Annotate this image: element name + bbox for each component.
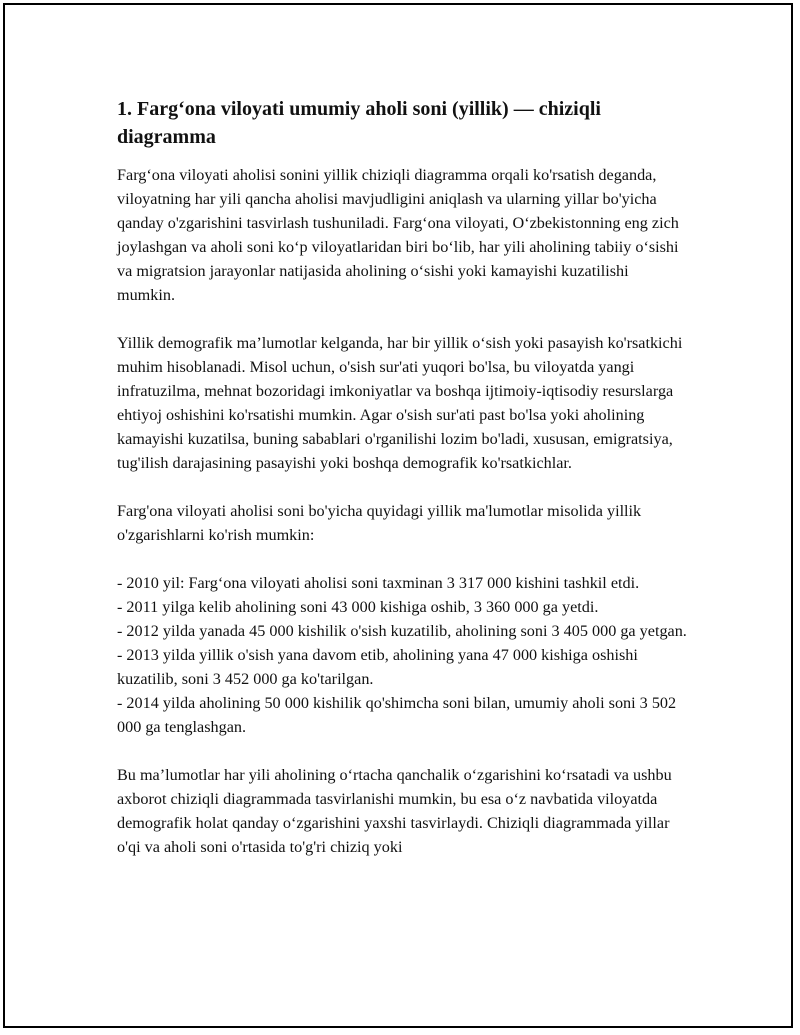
list-item-2011: - 2011 yilga kelib aholining soni 43 000 kishiga oshib, 3 360 000 ga yetdi. (117, 598, 599, 616)
paragraph-closing: Bu ma’lumotlar har yili aholining o‘rtacha qanchalik o‘zgarishini ko‘rsatadi va ushbu axborot chiziqli diagrammada tasvirlanishi mumkin, bu esa o‘z navbatida viloyatda demografik holat qanday o‘zgarishini yaxshi tasvirlaydi. Chiziqli diagrammada yillar o'qi va aholi soni o'rtasida to'g'ri chiziq yoki (117, 766, 672, 856)
list-item-2010: - 2010 yil: Farg‘ona viloyati aholisi soni taxminan 3 317 000 kishini tashkil etdi. (117, 574, 640, 592)
list-item-2013: - 2013 yilda yillik o'sish yana davom etib, aholining yana 47 000 kishiga oshishi kuzatilib, soni 3 452 000 ga ko'tarilgan. (117, 646, 638, 688)
paragraph-examples-lead: Farg'ona viloyati aholisi soni bo'yicha quyidagi yillik ma'lumotlar misolida yillik o'zgarishlarni ko'rish mumkin: (117, 502, 642, 544)
document-body (117, 95, 687, 883)
section-title: 1. Farg‘ona viloyati umumiy aholi soni (yillik) — chiziqli diagramma (117, 98, 601, 148)
list-item-2014: - 2014 yilda aholining 50 000 kishilik qo'shimcha soni bilan, umumiy aholi soni 3 502 000 ga tenglashgan. (117, 694, 677, 736)
list-item-2012: - 2012 yilda yanada 45 000 kishilik o'sish kuzatilib, aholining soni 3 405 000 ga yetgan. (117, 622, 687, 640)
yearly-population-list (117, 571, 687, 739)
paragraph-demographics: Yillik demografik ma’lumotlar kelganda, har bir yillik o‘sish yoki pasayish ko'rsatkichi muhim hisoblanadi. Misol uchun, o'sish sur'ati yuqori bo'lsa, bu viloyatda yangi infratuzilma, mehnat bozoridagi imkoniyatlar va boshqa ijtimoiy-iqtisodiy resurslarga ehtiyoj oshishini ko'rsatishi mumkin. Agar o'sish sur'ati past bo'lsa yoki aholining kamayishi kuzatilsa, buning sabablari o'rganilishi lozim bo'ladi, xususan, emigratsiya, tug'ilish darajasining pasayishi yoki boshqa demografik ko'rsatkichlar. (117, 334, 683, 472)
paragraph-intro: Farg‘ona viloyati aholisi sonini yillik chiziqli diagramma orqali ko'rsatish deganda, viloyatning har yili qancha aholisi mavjudligini aniqlash va ularning yillar bo'yicha qanday o'zgarishini tasvirlash tushuniladi. Farg‘ona viloyati, O‘zbekistonning eng zich joylashgan va aholi soni ko‘p viloyatlaridan biri bo‘lib, har yili aholining tabiiy o‘sishi va migratsion jarayonlar natijasida aholining o‘sishi yoki kamayishi kuzatilishi mumkin. (117, 166, 679, 304)
